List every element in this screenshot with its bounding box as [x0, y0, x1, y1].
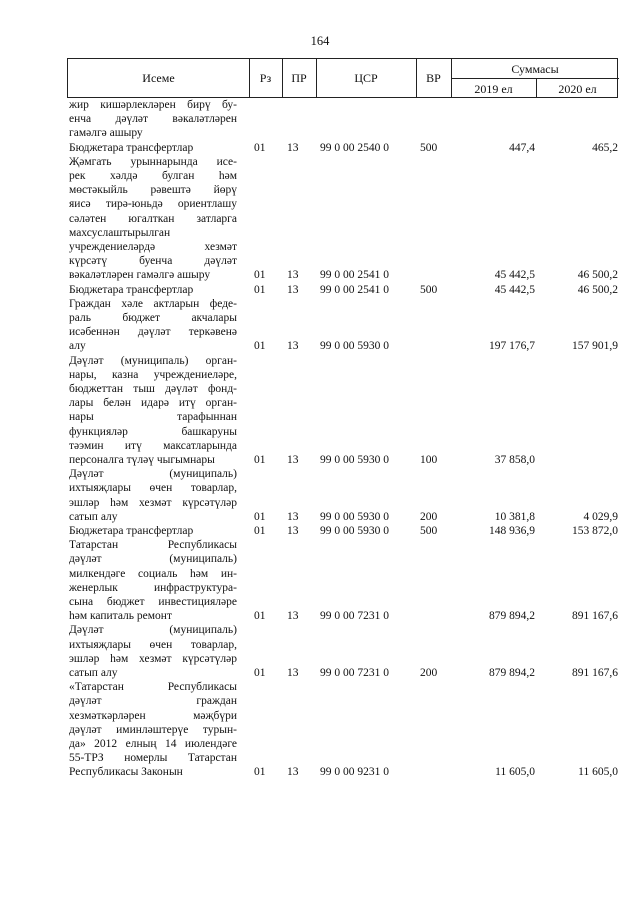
- row-rz: 01: [254, 141, 266, 154]
- row-2019: 148 936,9: [489, 525, 535, 537]
- row-name-line: сына бюджет инвестицияләре: [69, 595, 237, 608]
- row-rz: 01: [254, 340, 266, 353]
- row-name-line: вәкаләтләрен гамәлгә ашыру: [69, 269, 211, 282]
- row-name: [69, 467, 237, 524]
- header-sums: Суммасы: [511, 62, 559, 76]
- row-name-line: Дәүләт (муниципаль): [69, 624, 237, 637]
- row-name-line: күрсәтү буенча дәүләт: [69, 255, 237, 268]
- row-pr: 13: [287, 453, 299, 466]
- row-name-line: сәләтен югалткан затларга: [69, 212, 237, 225]
- row-name-line: жир кишәрлекләрен бирү бу-: [69, 99, 237, 111]
- row-name: [69, 283, 237, 297]
- row-vr: 500: [420, 141, 438, 154]
- row-name-line: гамәлгә ашыру: [69, 127, 143, 140]
- row-name-line: Җәмгать урыннарында исе-: [69, 155, 237, 168]
- row-pr: 13: [287, 340, 299, 353]
- row-csr: 99 0 00 7231 0: [320, 666, 389, 679]
- header-2019: 2019 ел: [474, 82, 513, 96]
- row-name-line: Дәүләт (муниципаль) орган-: [69, 354, 237, 367]
- row-csr: 99 0 00 5930 0: [320, 340, 389, 353]
- row-csr: 99 0 00 7231 0: [320, 610, 389, 623]
- row-name: [69, 538, 237, 623]
- row-2019: 447,4: [509, 141, 535, 154]
- row-2019: 10 381,8: [494, 510, 535, 523]
- row-2020: 46 500,2: [577, 269, 618, 282]
- row-vr: 500: [420, 283, 438, 296]
- row-name-line: Республикасы Законын: [69, 766, 183, 779]
- row-name-line: функцияләр башкаруны: [69, 425, 237, 438]
- row-name-line: һәм капиталь ремонт: [69, 610, 172, 623]
- row-2020: 11 605,0: [578, 766, 618, 779]
- row-vr: 200: [420, 666, 438, 679]
- row-name-line: махсуслаштырылган: [69, 226, 171, 239]
- row-name-line: мөстәкыйль рәвештә йөрү: [69, 184, 237, 197]
- row-name-line: рек хәлдә булган һәм: [69, 169, 237, 182]
- row-2020: 891 167,6: [572, 666, 618, 679]
- header-csr: ЦСР: [354, 71, 378, 85]
- row-name: [69, 524, 237, 538]
- row-csr: 99 0 00 5930 0: [320, 525, 389, 537]
- row-name: [69, 98, 237, 141]
- row-csr: 99 0 00 2541 0: [320, 283, 389, 296]
- row-name: [69, 623, 237, 680]
- row-name-line: сатып алу: [69, 510, 118, 523]
- row-name-line: тәэмин итү максатларында: [69, 439, 237, 452]
- row-name-line: Дәүләт (муниципаль): [69, 468, 237, 481]
- row-2019: 879 894,2: [489, 610, 535, 623]
- row-name-line: лары белән идарә итү орган-: [69, 397, 237, 410]
- row-csr: 99 0 00 5930 0: [320, 510, 389, 523]
- row-csr: 99 0 00 2540 0: [320, 141, 389, 154]
- row-2019: 45 442,5: [494, 269, 535, 282]
- row-name-line: милкендәге социаль һәм ин-: [69, 567, 237, 580]
- row-csr: 99 0 00 9231 0: [320, 766, 389, 779]
- row-vr: 200: [420, 510, 438, 523]
- row-name-line: яисә тирә-юньдә ориентлашу: [69, 198, 237, 211]
- row-rz: 01: [254, 283, 266, 296]
- header-rz: Рз: [259, 71, 272, 85]
- row-rz: 01: [254, 453, 266, 466]
- row-name-line: «Татарстан Республикасы: [69, 681, 237, 694]
- row-name-line: Граждан хәле актларын феде-: [69, 297, 237, 310]
- row-csr: 99 0 00 5930 0: [320, 453, 389, 466]
- row-name-line: исәбеннән дәүләт теркәвенә: [69, 326, 237, 339]
- row-2020: 891 167,6: [572, 610, 618, 623]
- row-name-line: учреждениеләрдә хезмәт: [69, 240, 237, 253]
- row-name-line: нары тарафыннан: [69, 411, 237, 424]
- row-name-line: дәүләт (муниципаль): [69, 553, 237, 566]
- row-rz: 01: [254, 269, 266, 282]
- header-name: Исеме: [142, 71, 175, 85]
- row-vr: 100: [420, 453, 438, 466]
- row-2019: 37 858,0: [494, 453, 535, 466]
- row-name-line: раль бюджет акчалары: [69, 311, 237, 324]
- page-number: 164: [310, 34, 330, 48]
- header-2020: 2020 ел: [558, 82, 597, 96]
- row-rz: 01: [254, 510, 266, 523]
- row-name-line: ихтыяҗлары өчен товарлар,: [69, 638, 237, 651]
- row-name: [69, 354, 237, 468]
- row-2020: 4 029,9: [583, 510, 618, 523]
- row-vr: 500: [420, 525, 438, 537]
- row-name-line: да» 2012 елның 14 июлендәге: [69, 737, 237, 750]
- row-pr: 13: [287, 283, 299, 296]
- row-name-line: женерлык инфраструктура-: [69, 581, 237, 594]
- row-pr: 13: [287, 510, 299, 523]
- row-2019: 45 442,5: [494, 283, 535, 296]
- row-name-line: бюджеттан тыш дәүләт фонд-: [69, 382, 237, 395]
- row-pr: 13: [287, 766, 299, 779]
- row-rz: 01: [254, 610, 266, 623]
- header-pr: ПР: [291, 71, 307, 85]
- header-vr: ВР: [426, 71, 441, 85]
- row-name: [69, 141, 237, 155]
- row-2020: 465,2: [592, 141, 618, 154]
- row-rz: 01: [254, 666, 266, 679]
- row-name-line: эшләр һәм хезмәт күрсәтүләр: [69, 652, 237, 665]
- row-name-line: Бюджетара трансфертлар: [69, 525, 194, 537]
- row-pr: 13: [287, 666, 299, 679]
- row-pr: 13: [287, 141, 299, 154]
- row-name-line: хезмәткәрләрен мәҗбүри: [69, 709, 237, 722]
- row-name-line: дәүләт граждан: [69, 695, 237, 708]
- row-2019: 197 176,7: [489, 340, 535, 353]
- row-2020: 153 872,0: [572, 525, 618, 537]
- row-name: [69, 680, 237, 779]
- row-name-line: дәүләт иминләштерүе турын-: [69, 723, 237, 736]
- row-name-line: нары, казна учреждениеләре,: [69, 368, 237, 381]
- row-rz: 01: [254, 766, 266, 779]
- row-pr: 13: [287, 525, 299, 537]
- row-name-line: персоналга түләү чыгымнары: [69, 453, 215, 466]
- row-2019: 11 605,0: [495, 766, 535, 779]
- row-name-line: Татарстан Республикасы: [69, 539, 237, 552]
- table-header: [67, 58, 618, 98]
- row-pr: 13: [287, 610, 299, 623]
- row-name-line: 55-ТРЗ номерлы Татарстан: [69, 752, 237, 765]
- row-name-line: алу: [69, 340, 86, 353]
- row-name-line: ихтыяҗлары өчен товарлар,: [69, 482, 237, 495]
- row-pr: 13: [287, 269, 299, 282]
- row-2020: 46 500,2: [577, 283, 618, 296]
- row-name-line: енча дәүләт вәкаләтләрен: [69, 113, 237, 126]
- row-divider: [451, 78, 619, 79]
- row-name-line: эшләр һәм хезмәт күрсәтүләр: [69, 496, 237, 509]
- row-csr: 99 0 00 2541 0: [320, 269, 389, 282]
- row-rz: 01: [254, 525, 266, 537]
- row-name-line: Бюджетара трансфертлар: [69, 141, 194, 154]
- row-2019: 879 894,2: [489, 666, 535, 679]
- row-2020: 157 901,9: [572, 340, 618, 353]
- row-name: [69, 155, 237, 283]
- row-name: [69, 297, 237, 354]
- row-name-line: Бюджетара трансфертлар: [69, 283, 194, 296]
- row-name-line: сатып алу: [69, 666, 118, 679]
